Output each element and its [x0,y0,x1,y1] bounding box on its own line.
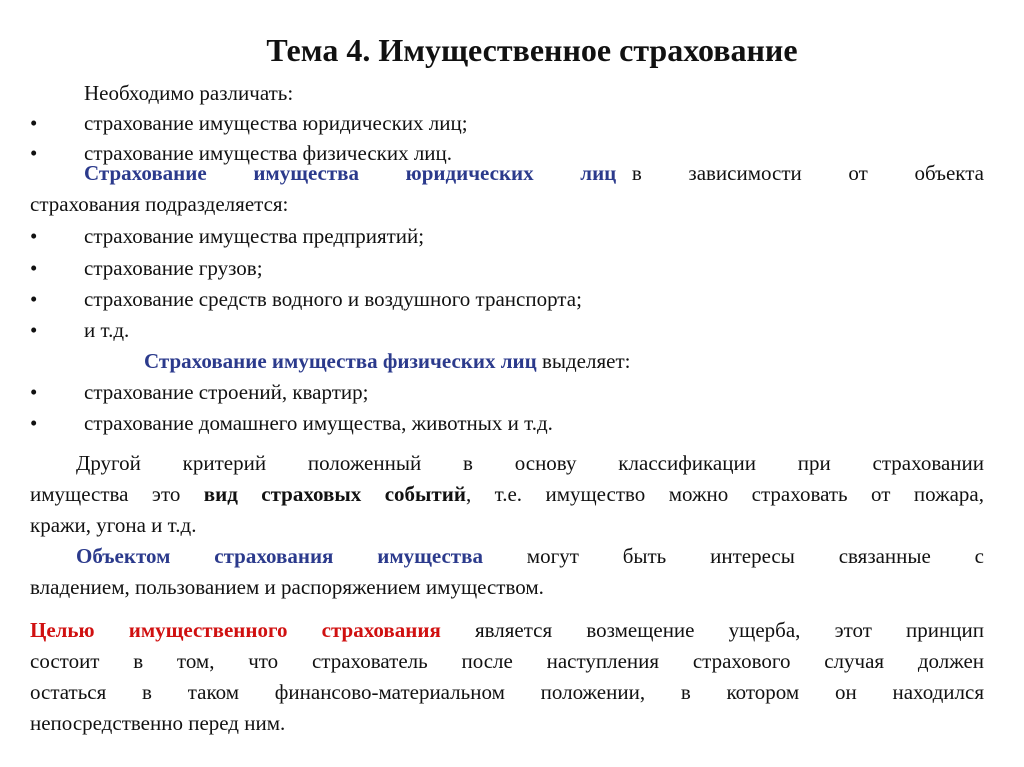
bullet-icon: • [30,256,38,280]
list-item: страхование строений, квартир; [84,380,369,404]
object-rest: могут быть интересы связанные с [482,544,984,568]
list-item: страхование средств водного и воздушного транспорта; [84,287,582,311]
physical-rest: выделяет: [536,349,631,373]
legal-line2: страхования подразделяется: [30,192,289,216]
goal-line2: состоит в том, что страхователь после наступления страхового случая должен [30,649,984,673]
goal-highlight: Целью имущественного страхования [30,618,441,642]
goal-line4: непосредственно перед ним. [30,711,286,735]
legal-highlight: Страхование имущества юридических лиц [84,161,617,185]
object-line1 [76,543,984,570]
object-highlight: Объектом страхования имущества [76,544,483,568]
list-item: страхование грузов; [84,256,263,280]
criterion-line2-b: , т.е. имущество можно страховать от пожара, [465,482,984,506]
bullet-icon: • [30,411,38,435]
bullet-icon: • [30,141,38,165]
list-item: страхование имущества физических лиц. [84,141,453,165]
slide-title: Тема 4. Имущественное страхование [266,32,798,68]
legal-rest: в зависимости от объекта [616,161,984,185]
criterion-bold: вид страховых событий [203,482,466,506]
legal-heading-line [84,160,984,187]
goal-rest: является возмещение ущерба, этот принцип [440,618,984,642]
criterion-line2 [30,481,984,508]
goal-line1 [30,617,984,644]
criterion-line3: кражи, угона и т.д. [30,513,197,537]
goal-line3: остаться в таком финансово-материальном положении, в котором он находился [30,680,984,704]
list-item: и т.д. [84,318,130,342]
list-item: страхование имущества юридических лиц; [84,111,468,135]
criterion-line2-a: имущества это [30,482,204,506]
object-line2: владением, пользованием и распоряжением имуществом. [30,575,544,599]
physical-heading-line [144,348,630,375]
bullet-icon: • [30,287,38,311]
list-item: страхование имущества предприятий; [84,224,425,248]
bullet-icon: • [30,380,38,404]
bullet-icon: • [30,111,38,135]
criterion-line1: Другой критерий положенный в основу классификации при страховании [76,451,984,475]
bullet-icon: • [30,318,38,342]
intro-lead: Необходимо различать: [84,81,294,105]
list-item: страхование домашнего имущества, животных и т.д. [84,411,553,435]
bullet-icon: • [30,224,38,248]
physical-highlight: Страхование имущества физических лиц [144,349,537,373]
